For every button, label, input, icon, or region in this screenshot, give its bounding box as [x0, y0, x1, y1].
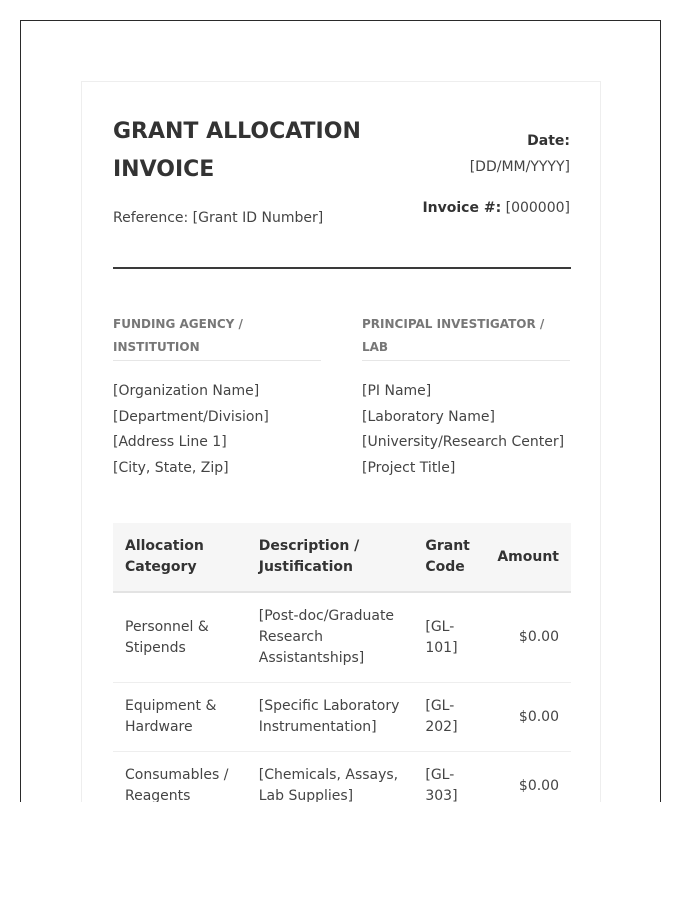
date-label: Date: — [527, 133, 570, 149]
university-research-center: [University/Research Center] — [362, 434, 565, 450]
table-row — [113, 683, 571, 752]
header-amount: Amount — [485, 523, 571, 592]
row-category: Consumables / Reagents — [113, 752, 247, 803]
funding-agency-block — [113, 313, 321, 481]
row-description: [Chemicals, Assays, Lab Supplies] — [247, 752, 414, 803]
date-value: [DD/MM/YYYY] — [469, 159, 570, 175]
invoice-number-value: [000000] — [505, 200, 570, 216]
pi-name: [PI Name] — [362, 383, 432, 399]
principal-investigator-heading: PRINCIPAL INVESTIGATOR / LAB — [362, 313, 570, 361]
row-grant-code: [GL-101] — [413, 592, 485, 683]
row-amount: $0.00 — [485, 592, 571, 683]
header-allocation-category: Allocation Category — [113, 523, 247, 592]
laboratory-name: [Laboratory Name] — [362, 408, 495, 425]
header-grant-code: Grant Code — [413, 523, 485, 592]
row-description: [Specific Laboratory Instrumentation] — [247, 683, 414, 752]
address-line-1: [Address Line 1] — [113, 434, 227, 450]
invoice-meta — [422, 131, 570, 218]
principal-investigator-lines — [362, 379, 570, 481]
table-row — [113, 752, 571, 803]
row-grant-code: [GL-303] — [413, 752, 485, 803]
invoice-number-row — [422, 198, 570, 218]
reference-line: Reference: [Grant ID Number] — [113, 210, 324, 226]
row-description: [Post-doc/Graduate Research Assistantships] — [247, 592, 414, 683]
organization-name: [Organization Name] — [113, 383, 260, 399]
principal-investigator-block — [362, 313, 570, 481]
project-title: [Project Title] — [362, 459, 456, 476]
invoice-number-label: Invoice #: — [422, 200, 502, 216]
funding-agency-lines — [113, 379, 321, 481]
row-category: Equipment & Hardware — [113, 683, 247, 752]
row-amount: $0.00 — [485, 683, 571, 752]
row-category: Personnel & Stipends — [113, 592, 247, 683]
allocation-table — [113, 523, 571, 802]
header-description: Description / Justification — [247, 523, 414, 592]
row-amount: $0.00 — [485, 752, 571, 803]
department-division: [Department/Division] — [113, 408, 269, 425]
invoice-title: GRANT ALLOCATION INVOICE — [113, 119, 361, 182]
funding-agency-heading: FUNDING AGENCY / INSTITUTION — [113, 313, 321, 361]
row-grant-code: [GL-202] — [413, 683, 485, 752]
city-state-zip: [City, State, Zip] — [113, 459, 229, 476]
table-row — [113, 592, 571, 683]
invoice-sheet — [81, 81, 601, 802]
page-frame — [20, 20, 661, 802]
header-divider — [113, 267, 571, 269]
table-header-row — [113, 523, 571, 592]
